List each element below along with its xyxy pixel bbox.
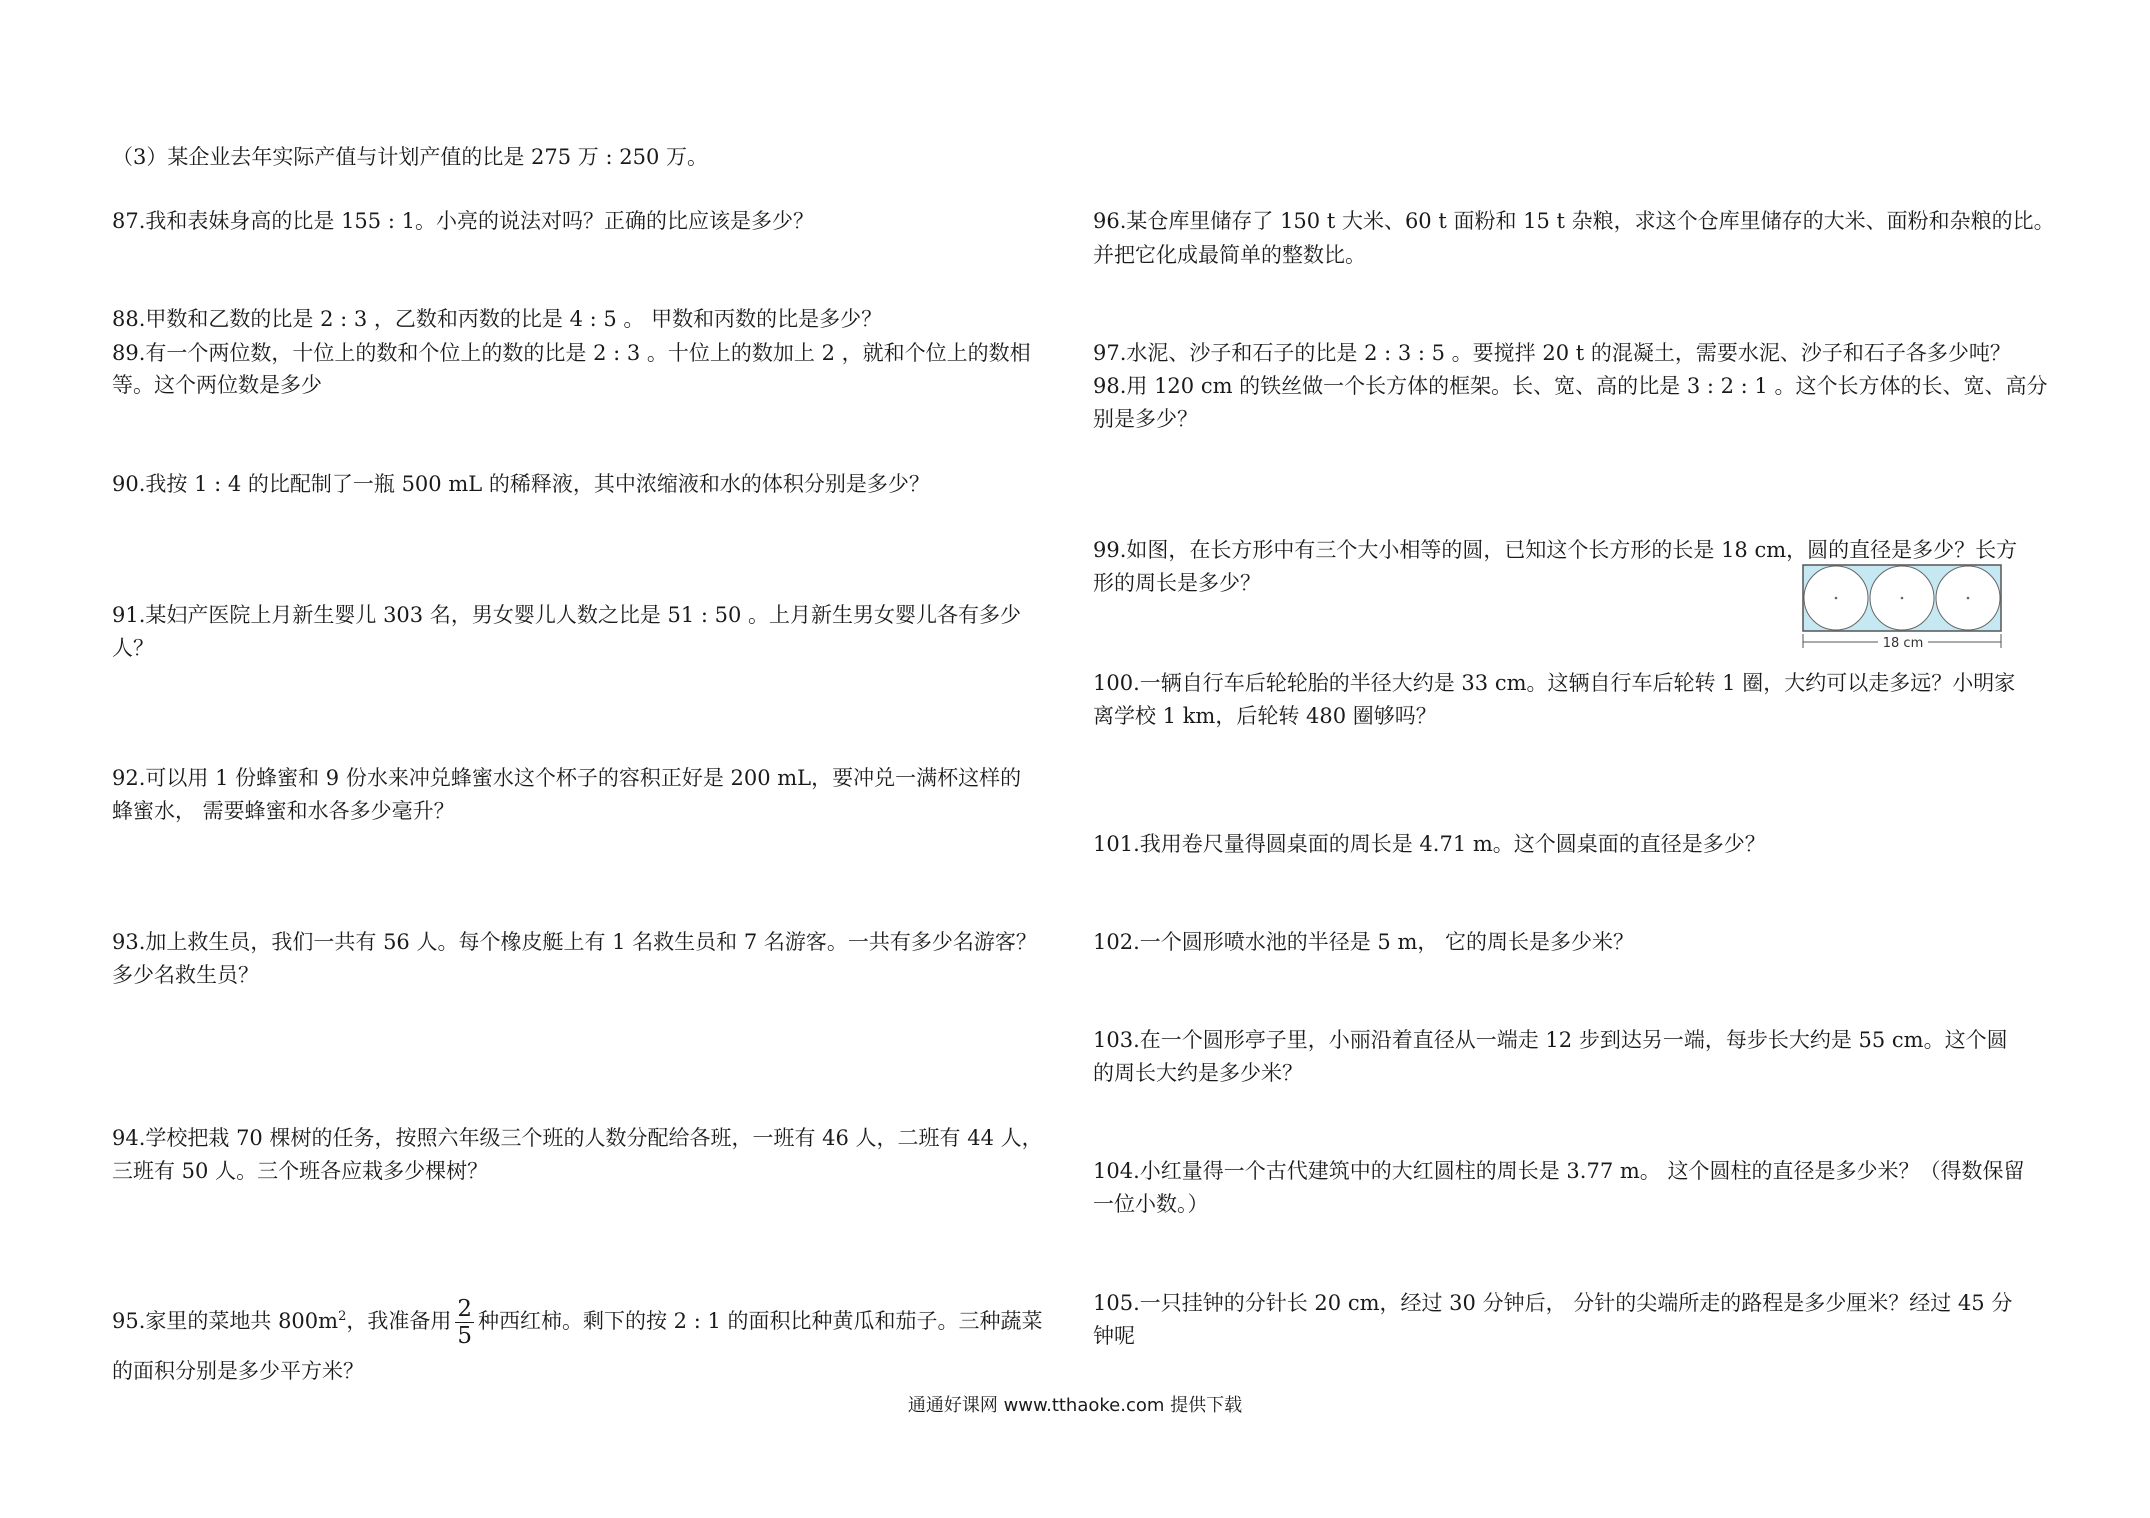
squared-superscript: 2 — [338, 1309, 347, 1324]
question-98-line-2: 别是多少？ — [1093, 407, 1198, 431]
intro-line: （3）某企业去年实际产值与计划产值的比是 275 万 : 250 万。 — [112, 145, 708, 169]
question-92-line-1: 92.可以用 1 份蜂蜜和 9 份水来冲兑蜂蜜水这个杯子的容积正好是 200 mL，要冲兑一满杯这样的 — [112, 766, 1022, 790]
question-94-line-1: 94.学校把栽 70 棵树的任务，按照六年级三个班的人数分配给各班，一班有 46 人，二班有 44 人， — [112, 1126, 1043, 1150]
question-100-line-2: 离学校 1 km，后轮转 480 圈够吗？ — [1093, 704, 1437, 728]
question-95-text-b: ，我准备用 — [346, 1309, 452, 1333]
question-99-line-2: 形的周长是多少？ — [1093, 571, 1261, 595]
question-96-line-1: 96.某仓库里储存了 150 t 大米、60 t 面粉和 15 t 杂粮，求这个仓库里储存的大米、面粉和杂粮的比。 — [1093, 209, 2055, 233]
question-104-line-2: 一位小数。） — [1093, 1192, 1209, 1216]
figure-center-dot-1 — [1835, 597, 1838, 600]
question-95-text-a: 95.家里的菜地共 800m — [112, 1309, 339, 1333]
fraction-two-fifths — [455, 1296, 474, 1349]
question-96-line-2: 并把它化成最简单的整数比。 — [1093, 243, 1366, 267]
question-104-line-1: 104.小红量得一个古代建筑中的大红圆柱的周长是 3.77 m。 这个圆柱的直径是多少米？（得数保留 — [1093, 1159, 2025, 1183]
question-88: 88.甲数和乙数的比是 2 : 3 ，乙数和丙数的比是 4 : 5 。 甲数和丙数的比是多少？ — [112, 307, 883, 331]
question-103-line-1: 103.在一个圆形亭子里，小丽沿着直径从一端走 12 步到达另一端，每步长大约是 55 cm。这个圆 — [1093, 1028, 2008, 1052]
question-91-line-1: 91.某妇产医院上月新生婴儿 303 名，男女婴儿人数之比是 51 : 50 。上月新生男女婴儿各有多少 — [112, 603, 1022, 627]
question-103-line-2: 的周长大约是多少米？ — [1093, 1061, 1303, 1085]
question-87: 87.我和表妹身高的比是 155 : 1。小亮的说法对吗？正确的比应该是多少？ — [112, 209, 814, 233]
question-105-line-1: 105.一只挂钟的分针长 20 cm，经过 30 分钟后， 分针的尖端所走的路程是多少厘米？经过 45 分 — [1093, 1291, 2013, 1315]
question-89-line-1: 89.有一个两位数，十位上的数和个位上的数的比是 2 : 3 。十位上的数加上 2 ，就和个位上的数相 — [112, 341, 1031, 365]
question-105-line-2: 钟呢 — [1093, 1324, 1135, 1348]
question-102: 102.一个圆形喷水池的半径是 5 m， 它的周长是多少米？ — [1093, 930, 1635, 954]
question-98-line-1: 98.用 120 cm 的铁丝做一个长方体的框架。长、宽、高的比是 3 : 2 : 1 。这个长方体的长、宽、高分 — [1093, 374, 2048, 398]
question-93-line-1: 93.加上救生员，我们一共有 56 人。每个橡皮艇上有 1 名救生员和 7 名游客。一共有多少名游客？ — [112, 930, 1037, 954]
question-92-line-2: 蜂蜜水， 需要蜂蜜和水各多少毫升？ — [112, 799, 455, 823]
question-101: 101.我用卷尺量得圆桌面的周长是 4.71 m。这个圆桌面的直径是多少？ — [1093, 832, 1766, 856]
fraction-denominator: 5 — [457, 1323, 472, 1349]
question-99-line-1: 99.如图，在长方形中有三个大小相等的圆，已知这个长方形的长是 18 cm，圆的直径是多少？长方 — [1093, 538, 2018, 562]
question-95-text-c: 种西红柿。剩下的按 2 : 1 的面积比种黄瓜和茄子。三种蔬菜 — [478, 1309, 1043, 1333]
footer-credit: 通通好课网 www.tthaoke.com 提供下载 — [907, 1395, 1243, 1416]
question-91-line-2: 人？ — [112, 636, 154, 660]
question-100-line-1: 100.一辆自行车后轮轮胎的半径大约是 33 cm。这辆自行车后轮转 1 圈，大约可以走多远？小明家 — [1093, 671, 2016, 695]
figure-center-dot-2 — [1901, 597, 1904, 600]
rectangle-three-circles-figure — [1800, 562, 2005, 658]
question-95-line-2: 的面积分别是多少平方米？ — [112, 1359, 364, 1383]
question-89-line-2: 等。这个两位数是多少 — [112, 373, 322, 397]
fraction-numerator: 2 — [457, 1296, 472, 1322]
question-97: 97.水泥、沙子和石子的比是 2 : 3 : 5 。要搅拌 20 t 的混凝土，需要水泥、沙子和石子各多少吨？ — [1093, 341, 2011, 365]
dimension-label: 18 cm — [1882, 636, 1924, 651]
figure-center-dot-3 — [1967, 597, 1970, 600]
question-90: 90.我按 1 : 4 的比配制了一瓶 500 mL 的稀释液，其中浓缩液和水的体积分别是多少？ — [112, 472, 930, 496]
question-95-line-1 — [112, 1295, 1072, 1349]
question-93-line-2: 多少名救生员？ — [112, 963, 259, 987]
question-94-line-2: 三班有 50 人。三个班各应栽多少棵树？ — [112, 1159, 489, 1183]
